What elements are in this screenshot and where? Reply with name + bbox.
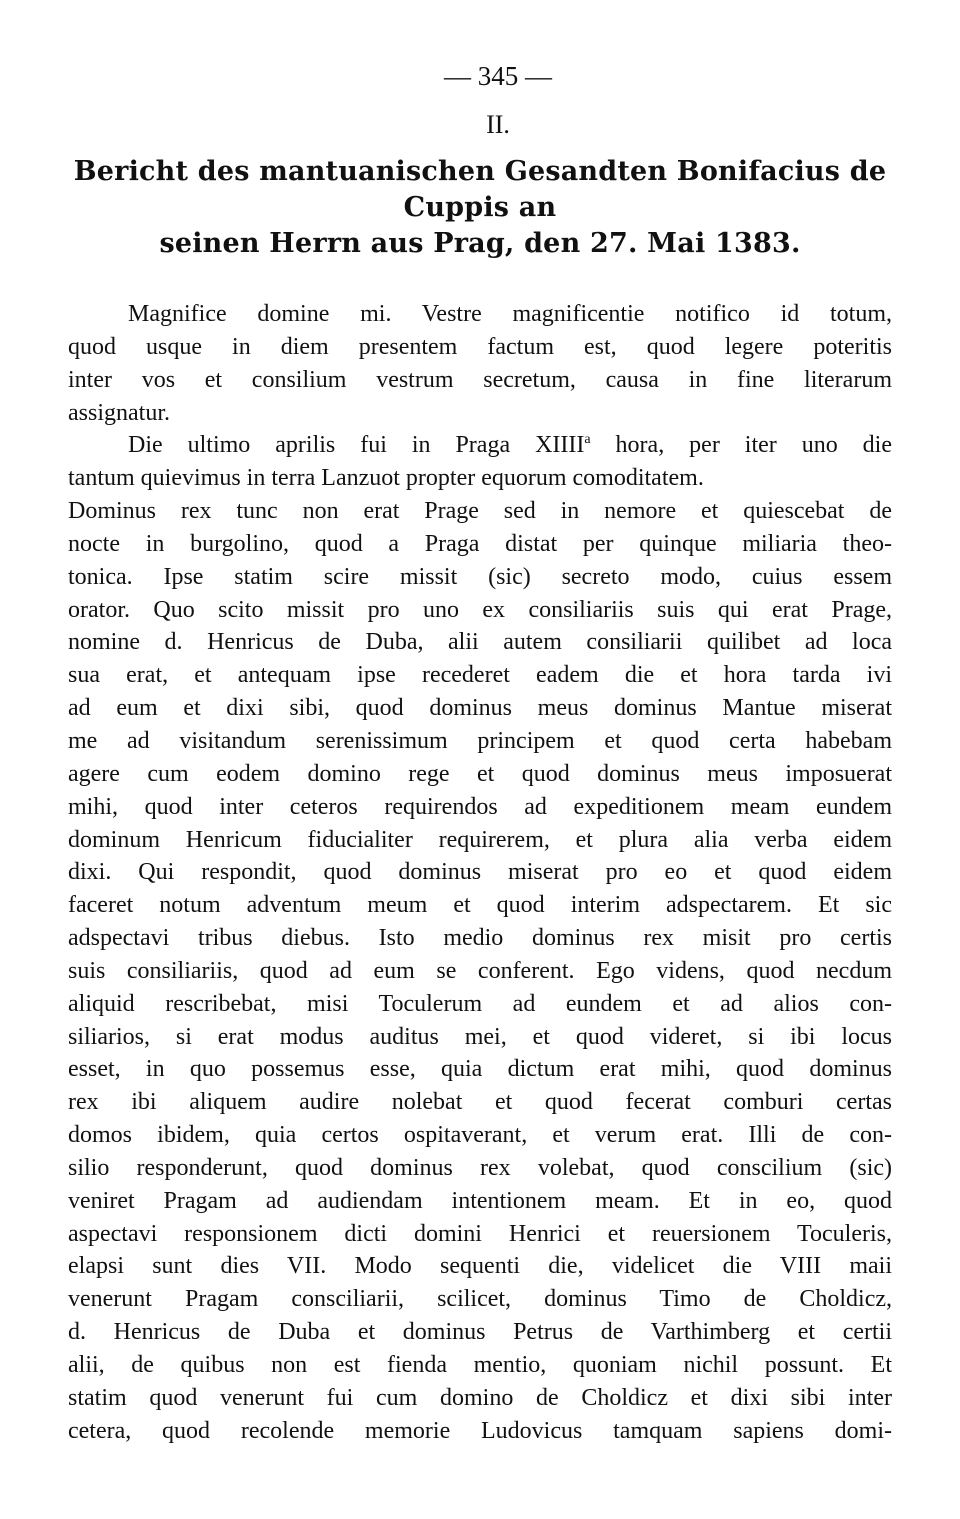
text-line <box>68 594 892 627</box>
letter-body <box>68 298 892 1448</box>
line-text: nocte in burgolino, quod a Praga distat per quinque miliaria theo- <box>68 530 892 557</box>
text-line <box>68 1349 892 1382</box>
line-text: Magnifice domine mi. Vestre magnificentie notifico id totum, <box>128 301 892 327</box>
text-line <box>68 659 892 692</box>
text-line <box>68 1053 892 1086</box>
text-line <box>68 1119 892 1152</box>
text-line <box>68 1250 892 1283</box>
heading-line: Bericht des mantuanischen Gesandten Bonifacius de Cuppis an <box>73 156 887 223</box>
text-line <box>68 824 892 857</box>
text-line <box>68 331 892 364</box>
line-text: d. Henricus de Duba et dominus Petrus de Varthimberg et certii <box>68 1319 892 1346</box>
line-text: adspectavi tribus diebus. Isto medio dominus rex misit pro certis <box>68 925 892 952</box>
line-text: nomine d. Henricus de Duba, alii autem consiliarii quilibet ad loca <box>68 629 892 656</box>
text-line <box>68 1382 892 1415</box>
line-text: tonica. Ipse statim scire missit (sic) secreto modo, cuius essem <box>68 563 892 590</box>
line-text: me ad visitandum serenissimum principem et quod certa habebam <box>68 727 892 754</box>
text-line <box>68 462 892 495</box>
superscript: a <box>584 432 591 448</box>
line-text: Dominus rex tunc non erat Prage sed in nemore et quiescebat de <box>68 498 892 525</box>
line-text: tantum quievimus in terra Lanzuot propter equorum comoditatem. <box>68 465 704 492</box>
text-line <box>68 988 892 1021</box>
text-line <box>68 429 892 462</box>
line-text: alii, de quibus non est fienda mentio, quoniam nichil possunt. Et <box>68 1352 892 1378</box>
line-text: venerunt Pragam consciliarii, scilicet, dominus Timo de Choldicz, <box>68 1286 892 1313</box>
text-line <box>68 1152 892 1185</box>
text-line <box>68 561 892 594</box>
line-text: orator. Quo scito missit pro uno ex consiliariis suis qui erat Prage, <box>68 596 892 623</box>
text-line <box>68 298 892 331</box>
line-text: elapsi sunt dies VII. Modo sequenti die, videlicet die VIII maii <box>68 1253 892 1280</box>
section-number: II. <box>486 110 510 139</box>
line-text: aspectavi responsionem dicti domini Henrici et reuersionem Toculeris, <box>68 1220 892 1247</box>
line-text: statim quod venerunt fui cum domino de Choldicz et dixi sibi inter <box>68 1384 892 1411</box>
heading-line: seinen Herrn aus Prag, den 27. Mai 1383. <box>159 228 801 259</box>
line-text: rex ibi aliquem audire nolebat et quod fecerat comburi certas <box>68 1089 892 1116</box>
line-text: veniret Pragam ad audiendam intentionem meam. Et in eo, quod <box>68 1187 892 1214</box>
text-line <box>68 1283 892 1316</box>
text-line <box>68 955 892 988</box>
text-line <box>68 626 892 659</box>
text-line <box>68 1086 892 1119</box>
text-line <box>68 364 892 397</box>
text-line <box>68 1218 892 1251</box>
text-line <box>68 791 892 824</box>
line-text-tail: hora, per iter uno die <box>590 432 892 459</box>
line-text: mihi, quod inter ceteros requirendos ad expeditionem meam eundem <box>68 793 892 820</box>
line-text: aliquid rescribebat, misi Toculerum ad eundem et ad alios con- <box>68 990 892 1017</box>
line-text: sua erat, et antequam ipse recederet eadem die et hora tarda ivi <box>68 662 892 689</box>
line-text: dixi. Qui respondit, quod dominus miserat pro eo et quod eidem <box>68 859 892 886</box>
text-line <box>68 856 892 889</box>
text-line <box>68 922 892 955</box>
line-text: domos ibidem, quia certos ospitaverant, et verum erat. Illi de con- <box>68 1122 892 1149</box>
text-line <box>68 1415 892 1448</box>
line-text: silio responderunt, quod dominus rex volebat, quod conscilium (sic) <box>68 1154 892 1181</box>
text-line <box>68 528 892 561</box>
line-text: siliarios, si erat modus auditus mei, et quod videret, si ibi locus <box>68 1023 892 1050</box>
line-text: esset, in quo possemus esse, quia dictum erat mihi, quod dominus <box>68 1056 892 1083</box>
line-text: assignatur. <box>68 399 170 426</box>
text-line <box>68 692 892 725</box>
text-line <box>68 495 892 528</box>
text-line <box>68 725 892 758</box>
text-line <box>68 1316 892 1349</box>
text-line <box>68 1185 892 1218</box>
line-text: quod usque in diem presentem factum est, quod legere poteritis <box>68 333 892 360</box>
text-line <box>68 758 892 791</box>
line-text: inter vos et consilium vestrum secretum, causa in fine literarum <box>68 366 892 393</box>
document-heading <box>68 154 892 262</box>
line-text: suis consiliariis, quod ad eum se conferent. Ego videns, quod necdum <box>68 957 892 984</box>
page-number: — 345 — <box>444 61 552 91</box>
line-text: cetera, quod recolende memorie Ludovicus tamquam sapiens domi- <box>68 1417 892 1444</box>
text-line <box>68 889 892 922</box>
line-text: agere cum eodem domino rege et quod dominus meus imposuerat <box>68 760 892 787</box>
line-text: faceret notum adventum meum et quod interim adspectarem. Et sic <box>68 892 892 919</box>
line-text: dominum Henricum fiducialiter requirerem, et plura alia verba eidem <box>68 826 892 853</box>
line-text: ad eum et dixi sibi, quod dominus meus dominus Mantue miserat <box>68 695 892 722</box>
text-line <box>68 397 892 430</box>
book-page <box>68 50 892 1448</box>
line-text: Die ultimo aprilis fui in Praga XIIII <box>128 432 585 459</box>
text-line <box>68 1021 892 1054</box>
